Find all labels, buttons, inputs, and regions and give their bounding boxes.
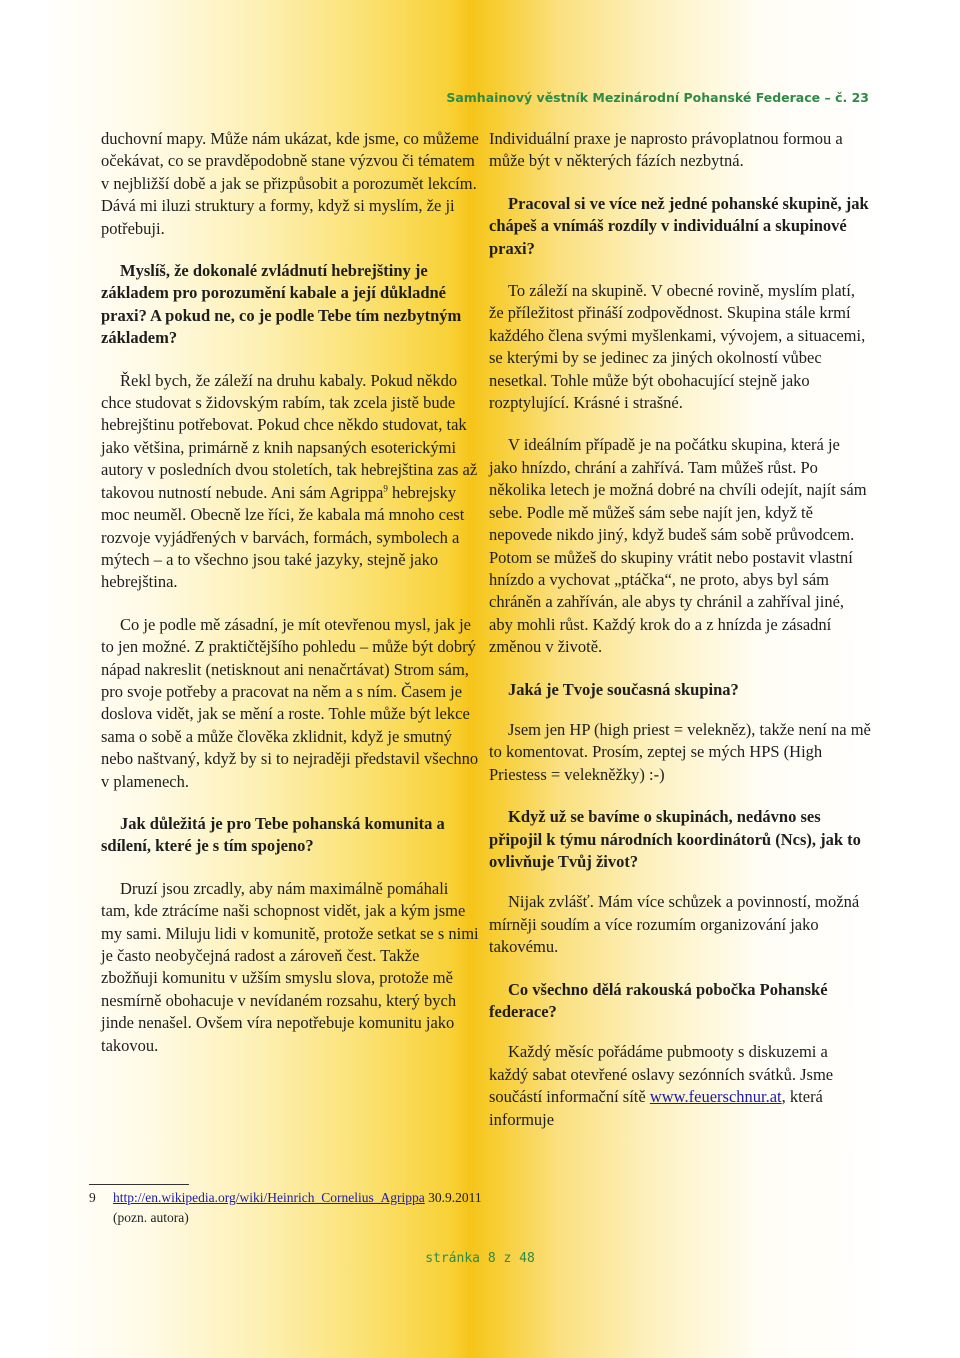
answer-text: , která informuje bbox=[489, 1087, 823, 1129]
paragraph: Jsem jen HP (high priest = velekněz), takže není na mě to komentovat. Prosím, zeptej se mých HPS (High Priestess = velekněžky) :-) bbox=[489, 719, 871, 784]
paragraph: duchovní mapy. Může nám ukázat, kde jsme, co můžeme očekávat, co se pravděpodobně stane výzvou či tématem v nejbližší době a jak se přizpůsobit a porozumět lekcím. Dává mi iluzi struktury a formy, když si myslím, že ji potřebuji. bbox=[101, 129, 479, 238]
right-column bbox=[489, 128, 871, 1131]
left-column bbox=[101, 128, 479, 1057]
paragraph: Druzí jsou zrcadly, aby nám maximálně pomáhali tam, kde ztrácíme naši schopnost vidět, jak a kým jsme my sami. Miluju lidi v komunitě, protože setkat se s nimi je často neobyčejná radost a zároveň čest. Takže zbožňuji komunitu v užším smyslu slova, protože mě nesmírně obohacuje v nevídaném rozsahu, který bych jinde nenašel. Ovšem víra nepotřebuje komunitu jako takovou. bbox=[101, 878, 479, 1055]
feuerschnur-link[interactable]: www.feuerschnur.at bbox=[649, 1087, 782, 1107]
footnote bbox=[89, 1188, 489, 1228]
interview-question: Pracoval si ve více než jedné pohanské skupině, jak chápeš a vnímáš rozdíly v individuální a skupinové praxi? bbox=[489, 193, 869, 258]
answer-text: hebrejsky moc neuměl. Obecně lze říci, že kabala má mnoho cest rozvoje vyjádřených v barvách, formách, symbolech a mýtech – a to všechno jsou také jazyky, stejně jako hebrejština. bbox=[101, 482, 465, 592]
paragraph: V ideálním případě je na počátku skupina, která je jako hnízdo, chrání a zahřívá. Tam můžeš růst. Po několika letech je možná dobré na chvíli odejít, najít sám sebe. Podle mě můžeš sám sebe najít jen, když tě nepovede nikdo jiný, když budeš sám sobě průvodcem. Potom se můžeš do skupiny vrátit nebo postavit vlastní hnízdo a vychovat „ptáčka“, ne proto, abys byl sám chráněn a zahříván, ale abys ty chránil a zahříval jiné, aby mohli růst. Každý krok do a z hnízda je zásadní změnou v životě. bbox=[489, 435, 867, 657]
paragraph: Co je podle mě zásadní, je mít otevřenou mysl, jak je to jen možné. Z praktičtějšího pohledu – může být dobrý nápad nakreslit (netisknout ani nenačrtávat) Strom sám, pro svoje potřeby a pracovat na něm a s ním. Časem je doslova vidět, jak se mění a roste. Tohle může být lekce sama o sobě a může člověka zklidnit, když je smutný nebo naštvaný, když by si to nejraději představil všechno v plamenech. bbox=[101, 614, 479, 791]
interview-question: Myslíš, že dokonalé zvládnutí hebrejštiny je základem pro porozumění kabale a její důkladné praxi? A pokud ne, co je podle Tebe tím nezbytným základem? bbox=[101, 261, 462, 348]
interview-question: Když už se bavíme o skupinách, nedávno ses připojil k týmu národních koordinátorů (Ncs), jak to ovlivňuje Tvůj život? bbox=[489, 807, 861, 871]
interview-question: Jaká je Tvoje současná skupina? bbox=[508, 679, 739, 699]
answer-text: Každý měsíc pořádáme pubmooty s diskuzemi a každý sabat otevřené oslavy sezónních svátků. Jsme součástí informační sítě bbox=[489, 1042, 834, 1107]
newsletter-header: Samhainový věstník Mezinárodní Pohanské Federace – č. 23 bbox=[446, 90, 869, 105]
footnote-divider bbox=[89, 1184, 189, 1185]
footnote-text: 30.9.2011 (pozn. autora) bbox=[113, 1190, 482, 1225]
paragraph: To záleží na skupině. V obecné rovině, myslím platí, že příležitost přináší zodpovědnost. Skupina stále krmí každého člena svými myšlenkami, vývojem, a situacemi, se kterými by se jedinec za jiných okolností vůbec nesetkal. Tohle může být obohacující stejně jako rozptylující. Krásné i strašné. bbox=[489, 281, 866, 413]
page-number: stránka 8 z 48 bbox=[425, 1251, 535, 1266]
paragraph bbox=[489, 1041, 871, 1131]
footnote-reference[interactable]: 9 bbox=[383, 483, 388, 494]
interview-question: Co všechno dělá rakouská pobočka Pohanské federace? bbox=[489, 979, 828, 1021]
paragraph: Nijak zvlášť. Mám více schůzek a povinností, možná mírněji soudím a více rozumím organizování jako takovému. bbox=[489, 892, 860, 957]
paragraph: Individuální praxe je naprosto právoplatnou formou a může být v některých fázích nezbytná. bbox=[489, 129, 843, 171]
answer-text: Řekl bych, že záleží na druhu kabaly. Pokud někdo chce studovat s židovským rabím, tak zcela jistě bude hebrejštinu potřebovat. Pokud chce někdo studovat, tak jako většina, primárně z knih napsaných esoterickými autory v posledních dvou stoletích, tak hebrejština zas až takovou nutností nebude. Ani sám Agrippa bbox=[101, 370, 478, 502]
interview-question: Jak důležitá je pro Tebe pohanská komunita a sdílení, které je s tím spojeno? bbox=[101, 813, 445, 856]
footnote-number: 9 bbox=[89, 1190, 96, 1205]
paragraph bbox=[101, 370, 479, 594]
footnote-link[interactable]: http://en.wikipedia.org/wiki/Heinrich_Cornelius_Agrippa bbox=[113, 1190, 425, 1205]
